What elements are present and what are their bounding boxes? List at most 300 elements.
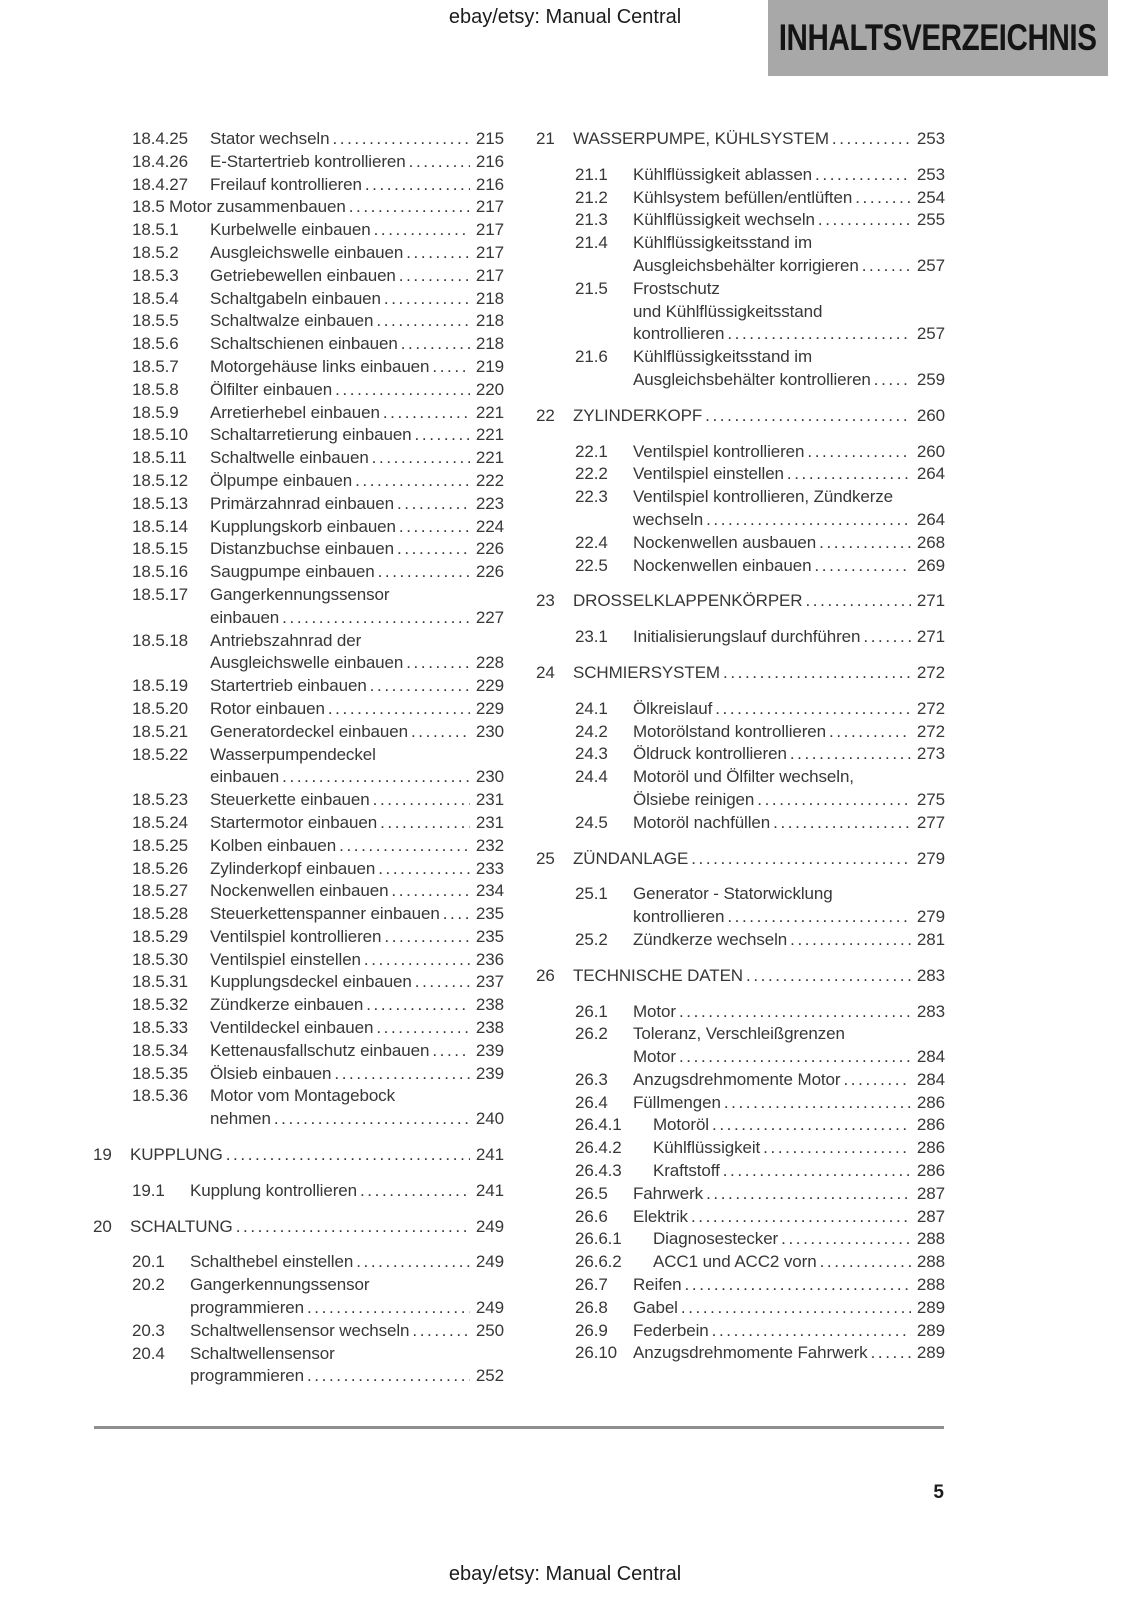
toc-entry-number: 26.8	[575, 1297, 608, 1317]
toc-entry-page: 218	[475, 311, 504, 331]
toc-entry	[93, 1320, 504, 1343]
toc-entry-lastline	[210, 789, 504, 812]
toc-entry-number: 26.4.1	[575, 1115, 622, 1135]
toc-entry-title: Füllmengen	[633, 1092, 721, 1112]
toc-entry-body	[633, 1183, 945, 1206]
toc-entry	[536, 209, 945, 232]
dot-leader	[712, 698, 911, 721]
toc-entry-page: 252	[475, 1366, 504, 1386]
toc-entry-body	[653, 1137, 945, 1160]
toc-entry-lastline	[210, 424, 504, 447]
toc-entry	[536, 1206, 945, 1229]
toc-entry-number: 18.5.8	[132, 379, 179, 399]
toc-entry-number: 18.5.9	[132, 402, 179, 422]
dot-leader	[724, 906, 911, 929]
toc-entry-title: Öldruck kontrollieren	[633, 744, 787, 764]
dot-leader	[412, 424, 470, 447]
toc-entry-lastline	[210, 926, 504, 949]
toc-entry-number: 18.5.22	[132, 744, 189, 764]
toc-entry-body	[210, 561, 504, 584]
toc-entry-page: 277	[916, 812, 945, 832]
dot-leader	[304, 1297, 470, 1320]
toc-entry-lastline	[633, 1069, 945, 1092]
toc-entry-page: 286	[916, 1138, 945, 1158]
toc-entry-number: 22.5	[575, 555, 608, 575]
dot-leader	[829, 128, 911, 151]
toc-entry-lastline	[573, 965, 945, 988]
toc-entry-title: Initialisierungslauf durchführen	[633, 627, 861, 647]
dot-leader	[373, 310, 470, 333]
toc-entry-number: 18.5.20	[132, 698, 189, 718]
toc-entry-number: 18.5.5	[132, 311, 179, 331]
toc-entry-number: 22.3	[575, 487, 608, 507]
dot-leader	[361, 949, 470, 972]
toc-entry-body	[210, 971, 504, 994]
toc-entry-page: 231	[475, 790, 504, 810]
toc-entry-number: 18.5.12	[132, 470, 189, 490]
toc-entry-number: 18.5.21	[132, 721, 189, 741]
toc-entry-page: 217	[475, 242, 504, 262]
toc-entry-title: Ölfilter einbauen	[210, 379, 333, 399]
toc-entry-title: Rotor einbauen	[210, 698, 325, 718]
toc-entry-title: Saugpumpe einbauen	[210, 562, 375, 582]
toc-entry-body	[210, 721, 504, 744]
toc-entry-title: Kolben einbauen	[210, 835, 337, 855]
toc-entry-number: 24.2	[575, 721, 608, 741]
toc-entry-title: einbauen	[210, 607, 280, 627]
toc-entry-lastline	[633, 463, 945, 486]
toc-entry-lastline	[210, 721, 504, 744]
toc-entry	[93, 242, 504, 265]
toc-entry-number: 22.1	[575, 441, 608, 461]
toc-entry-title: Ausgleichswelle einbauen	[210, 242, 404, 262]
dot-leader	[367, 675, 470, 698]
toc-entry	[93, 971, 504, 994]
toc-entry-page: 222	[475, 470, 504, 490]
toc-entry-number: 18.5.15	[132, 539, 189, 559]
toc-entry-lastline	[210, 516, 504, 539]
toc-entry-title: TECHNISCHE DATEN	[573, 965, 743, 985]
toc-entry-page: 272	[916, 698, 945, 718]
toc-entry-title: Federbein	[633, 1320, 709, 1340]
toc-entry-page: 221	[475, 425, 504, 445]
toc-entry-title: Kühlflüssigkeitsstand im	[633, 347, 813, 367]
toc-entry-body	[210, 288, 504, 311]
toc-entry-page: 220	[475, 379, 504, 399]
toc-entry	[93, 880, 504, 903]
dot-leader	[375, 858, 470, 881]
dot-leader	[336, 835, 470, 858]
toc-entry-title: Gabel	[633, 1297, 678, 1317]
toc-entry-body	[210, 630, 504, 676]
toc-entry-lastline	[190, 1320, 504, 1343]
toc-entry-page: 249	[475, 1298, 504, 1318]
toc-entry	[536, 1183, 945, 1206]
toc-entry-number: 18.5.29	[132, 926, 189, 946]
dot-leader	[279, 607, 470, 630]
toc-entry-lastline	[573, 590, 945, 613]
toc-entry-title: Motor vom Montagebock	[210, 1086, 395, 1106]
toc-entry	[536, 965, 945, 988]
dot-leader	[760, 1137, 911, 1160]
toc-entry-title: Kurbelwelle einbauen	[210, 220, 371, 240]
dot-leader	[394, 538, 470, 561]
toc-entry-body	[210, 493, 504, 516]
toc-entry-title: SCHALTUNG	[130, 1216, 233, 1236]
toc-entry-number: 20.4	[132, 1343, 165, 1363]
toc-entry-body	[633, 209, 945, 232]
toc-entry	[93, 493, 504, 516]
toc-entry-number: 18.5.36	[132, 1086, 189, 1106]
toc-entry-page: 271	[916, 591, 945, 611]
toc-entry-title: Kraftstoff	[653, 1161, 720, 1181]
toc-entry	[93, 835, 504, 858]
toc-entry-title: Diagnosestecker	[653, 1229, 779, 1249]
dot-leader	[871, 369, 911, 392]
toc-entry-number: 21.2	[575, 187, 608, 207]
toc-entry-number: 18.5.27	[132, 881, 189, 901]
toc-entry	[536, 812, 945, 835]
toc-entry	[93, 196, 504, 219]
dot-leader	[357, 1180, 470, 1203]
toc-entry-page: 264	[916, 509, 945, 529]
dot-leader	[840, 1069, 910, 1092]
dot-leader	[381, 926, 470, 949]
toc-entry-number: 20	[93, 1216, 112, 1236]
toc-entry-number: 20.3	[132, 1320, 165, 1340]
dot-leader	[860, 626, 911, 649]
toc-entry-lastline	[633, 789, 945, 812]
dot-leader	[362, 174, 470, 197]
toc-entry	[536, 766, 945, 812]
toc-entry-page: 271	[916, 627, 945, 647]
toc-entry-page: 255	[916, 210, 945, 230]
toc-entry-lastline	[653, 1160, 945, 1183]
toc-entry	[93, 1274, 504, 1320]
toc-entry-body	[633, 441, 945, 464]
toc-entry-title: Schaltwalze einbauen	[210, 311, 374, 331]
dot-leader	[678, 1297, 911, 1320]
toc-entry	[93, 288, 504, 311]
toc-entry	[93, 949, 504, 972]
toc-entry	[536, 405, 945, 428]
toc-entry-lastline	[210, 379, 504, 402]
toc-entry-lastline	[169, 196, 504, 219]
toc-entry-number: 18.5.14	[132, 516, 189, 536]
toc-entry-lastline	[210, 151, 504, 174]
toc-entry-lastline	[210, 607, 504, 630]
toc-entry-lastline	[210, 538, 504, 561]
dot-leader	[223, 1144, 470, 1167]
toc-entry-number: 18.5.23	[132, 790, 189, 810]
toc-entry-body	[633, 232, 945, 278]
dot-leader	[394, 493, 470, 516]
toc-entry-body	[210, 1017, 504, 1040]
toc-entry-number: 26.6.1	[575, 1229, 622, 1249]
toc-entry-title: programmieren	[190, 1298, 304, 1318]
toc-entry	[93, 538, 504, 561]
dot-leader	[429, 356, 470, 379]
toc-entry	[536, 1137, 945, 1160]
toc-entry-lastline	[210, 1040, 504, 1063]
toc-entry-lastline	[633, 532, 945, 555]
toc-entry-title: Kupplungskorb einbauen	[210, 516, 396, 536]
toc-entry-page: 253	[916, 164, 945, 184]
toc-entry-title: Schaltschienen einbauen	[210, 334, 398, 354]
dot-leader	[778, 1228, 911, 1251]
toc-entry-title: Freilauf kontrollieren	[210, 174, 362, 194]
toc-entry-title: Generator - Statorwicklung	[633, 884, 833, 904]
toc-entry	[93, 675, 504, 698]
dot-leader	[812, 164, 911, 187]
toc-entry	[93, 265, 504, 288]
toc-entry-body	[210, 812, 504, 835]
toc-entry	[93, 994, 504, 1017]
dot-leader	[440, 903, 470, 926]
toc-entry-lastline	[190, 1180, 504, 1203]
toc-entry-title: Schalthebel einstellen	[190, 1252, 354, 1272]
toc-entry-title: Kühlflüssigkeit ablassen	[633, 164, 813, 184]
toc-entry-title: Ventildeckel einbauen	[210, 1018, 374, 1038]
toc-entry-body	[210, 128, 504, 151]
toc-entry-page: 272	[916, 662, 945, 682]
toc-entry-number: 18.5.17	[132, 584, 189, 604]
toc-entry	[93, 1017, 504, 1040]
toc-entry-number: 26.9	[575, 1320, 608, 1340]
toc-entry-lastline	[210, 219, 504, 242]
toc-entry-body	[190, 1180, 504, 1203]
toc-entry-title: Toleranz, Verschleißgrenzen	[633, 1024, 845, 1044]
toc-entry-page: 272	[916, 721, 945, 741]
toc-entry-body	[633, 929, 945, 952]
toc-entry	[536, 626, 945, 649]
toc-entry	[536, 1297, 945, 1320]
toc-entry-title: Primärzahnrad einbauen	[210, 493, 394, 513]
dot-leader	[784, 463, 911, 486]
dot-leader	[279, 766, 470, 789]
dot-leader	[412, 971, 470, 994]
toc-entry-title: Ventilspiel einstellen	[633, 464, 784, 484]
toc-entry-number: 22	[536, 405, 555, 425]
toc-entry-page: 217	[475, 265, 504, 285]
toc-entry-title: programmieren	[190, 1366, 304, 1386]
dot-leader	[688, 1206, 911, 1229]
dot-leader	[396, 265, 470, 288]
dot-leader	[406, 151, 470, 174]
toc-entry-page: 259	[916, 369, 945, 389]
toc-entry-page: 228	[475, 653, 504, 673]
toc-entry-title: Zündkerze einbauen	[210, 995, 364, 1015]
toc-entry-lastline	[210, 470, 504, 493]
dot-leader	[331, 1063, 470, 1086]
toc-entry-lastline	[633, 812, 945, 835]
dot-leader	[346, 196, 470, 219]
toc-entry-page: 286	[916, 1161, 945, 1181]
toc-entry-body	[169, 196, 504, 219]
toc-entry-title: Zündkerze wechseln	[633, 929, 788, 949]
toc-entry-body	[633, 812, 945, 835]
dot-leader	[720, 662, 911, 685]
toc-entry	[93, 219, 504, 242]
toc-entry-lastline	[573, 662, 945, 685]
toc-entry-title: Ausgleichsbehälter kontrollieren	[633, 369, 871, 389]
dot-leader	[363, 994, 470, 1017]
toc-entry-title: Motorölstand kontrollieren	[633, 721, 826, 741]
toc-entry-body	[633, 1001, 945, 1024]
toc-entry-body	[210, 356, 504, 379]
toc-entry-lastline	[210, 1108, 504, 1131]
toc-entry-lastline	[633, 1206, 945, 1229]
toc-entry-lastline	[210, 675, 504, 698]
toc-entry-lastline	[210, 903, 504, 926]
toc-entry-title: Schaltwellensensor	[190, 1343, 335, 1363]
toc-entry-body	[633, 721, 945, 744]
toc-left-column	[93, 128, 504, 1388]
toc-entry	[93, 424, 504, 447]
toc-entry-body	[210, 333, 504, 356]
toc-entry-page: 226	[475, 539, 504, 559]
toc-entry-lastline	[633, 1092, 945, 1115]
toc-entry-lastline	[633, 1046, 945, 1069]
toc-entry-body	[210, 242, 504, 265]
toc-entry-page: 235	[475, 904, 504, 924]
toc-entry-body	[633, 1342, 945, 1365]
toc-entry-number: 18.5.28	[132, 904, 189, 924]
toc-entry-number: 18.5.24	[132, 812, 189, 832]
toc-entry	[93, 584, 504, 630]
toc-entry-number: 21.6	[575, 347, 608, 367]
toc-entry-page: 288	[916, 1252, 945, 1272]
dot-leader	[811, 555, 911, 578]
toc-entry-number: 25	[536, 848, 555, 868]
toc-entry-page: 273	[916, 744, 945, 764]
toc-entry-page: 250	[475, 1320, 504, 1340]
toc-entry-title: E-Startertrieb kontrollieren	[210, 151, 406, 171]
toc-entry-title: Motoröl	[653, 1115, 709, 1135]
dot-leader	[826, 721, 911, 744]
toc-entry-title: Motorgehäuse links einbauen	[210, 356, 430, 376]
toc-entry-title: Ventilspiel kontrollieren	[210, 926, 382, 946]
dot-leader	[816, 532, 911, 555]
toc-entry-title: Schaltgabeln einbauen	[210, 288, 381, 308]
toc-entry-title: Motor	[633, 1047, 676, 1067]
page-title: INHALTSVERZEICHNIS	[779, 17, 1097, 58]
toc-entry	[536, 721, 945, 744]
toc-entry-body	[633, 626, 945, 649]
toc-entry-number: 21.3	[575, 210, 608, 230]
toc-entry	[93, 1251, 504, 1274]
toc-entry-title: und Kühlflüssigkeitsstand	[633, 301, 823, 321]
toc-entry-title: Nockenwellen einbauen	[210, 881, 389, 901]
toc-entry-body	[210, 219, 504, 242]
toc-entry-lastline	[210, 652, 504, 675]
toc-entry-number: 18.5.16	[132, 562, 189, 582]
toc-entry	[536, 1342, 945, 1365]
toc-entry-title: kontrollieren	[633, 907, 725, 927]
toc-entry-page: 217	[475, 220, 504, 240]
toc-entry	[536, 1251, 945, 1274]
toc-entry-body	[633, 743, 945, 766]
dot-leader	[721, 1092, 911, 1115]
toc-entry-lastline	[653, 1251, 945, 1274]
toc-entry-number: 21.5	[575, 278, 608, 298]
toc-entry-number: 18.5.4	[132, 288, 179, 308]
toc-entry-lastline	[653, 1137, 945, 1160]
toc-entry-lastline	[633, 369, 945, 392]
toc-entry-lastline	[573, 848, 945, 871]
toc-entry-title: Ölkreislauf	[633, 698, 713, 718]
toc-entry-title: Schaltwelle einbauen	[210, 448, 369, 468]
dot-leader	[352, 470, 470, 493]
toc-entry-title: SCHMIERSYSTEM	[573, 662, 720, 682]
toc-entry-body	[210, 744, 504, 790]
toc-entry-title: Ölpumpe einbauen	[210, 470, 353, 490]
toc-entry-number: 18.5.25	[132, 835, 189, 855]
toc-entry-number: 26.10	[575, 1343, 618, 1363]
toc-entry-title: KUPPLUNG	[130, 1145, 223, 1165]
toc-entry-title: Antriebszahnrad der	[210, 630, 362, 650]
toc-entry-page: 279	[916, 848, 945, 868]
toc-entry-number: 26.4	[575, 1092, 608, 1112]
toc-entry-number: 18.4.27	[132, 174, 189, 194]
toc-entry	[536, 187, 945, 210]
toc-entry-number: 24.3	[575, 744, 608, 764]
toc-entry-lastline	[633, 187, 945, 210]
toc-entry-page: 257	[916, 324, 945, 344]
footer-site-label: ebay/etsy: Manual Central	[448, 1563, 682, 1585]
toc-entry-number: 18.5.35	[132, 1063, 189, 1083]
toc-entry-page: 231	[475, 812, 504, 832]
dot-leader	[676, 1001, 911, 1024]
toc-entry	[536, 1092, 945, 1115]
toc-entry-page: 281	[916, 929, 945, 949]
toc-entry-page: 249	[475, 1216, 504, 1236]
toc-entry-page: 279	[916, 907, 945, 927]
toc-entry-title: Kühlflüssigkeit	[653, 1138, 761, 1158]
toc-entry-body	[210, 1063, 504, 1086]
toc-entry-title: ZYLINDERKOPF	[573, 405, 703, 425]
toc-entry-body	[210, 151, 504, 174]
dot-leader	[408, 721, 470, 744]
dot-leader	[396, 516, 470, 539]
toc-entry-page: 230	[475, 721, 504, 741]
toc-entry-body	[130, 1216, 504, 1239]
toc-entry-page: 241	[475, 1180, 504, 1200]
toc-entry-body	[210, 994, 504, 1017]
toc-entry	[93, 1085, 504, 1131]
toc-entry-lastline	[573, 128, 945, 151]
toc-entry-title: Ausgleichswelle einbauen	[210, 653, 404, 673]
page-number: 5	[933, 1482, 944, 1503]
toc-entry-page: 221	[475, 448, 504, 468]
toc-entry-number: 26	[536, 965, 555, 985]
dot-leader	[817, 1251, 911, 1274]
toc-entry-body	[190, 1251, 504, 1274]
toc-entry-body	[573, 590, 945, 613]
dot-leader	[388, 880, 470, 903]
toc-entry	[536, 463, 945, 486]
toc-entry-title: WASSERPUMPE, KÜHLSYSTEM	[573, 129, 829, 148]
toc-entry-title: Startermotor einbauen	[210, 812, 378, 832]
toc-entry-page: 283	[916, 965, 945, 985]
toc-entry-lastline	[190, 1365, 504, 1388]
toc-entry-page: 238	[475, 1018, 504, 1038]
toc-entry	[536, 346, 945, 392]
toc-entry-lastline	[633, 255, 945, 278]
toc-entry-lastline	[653, 1114, 945, 1137]
toc-entry-number: 21.1	[575, 164, 608, 184]
toc-entry-body	[210, 538, 504, 561]
